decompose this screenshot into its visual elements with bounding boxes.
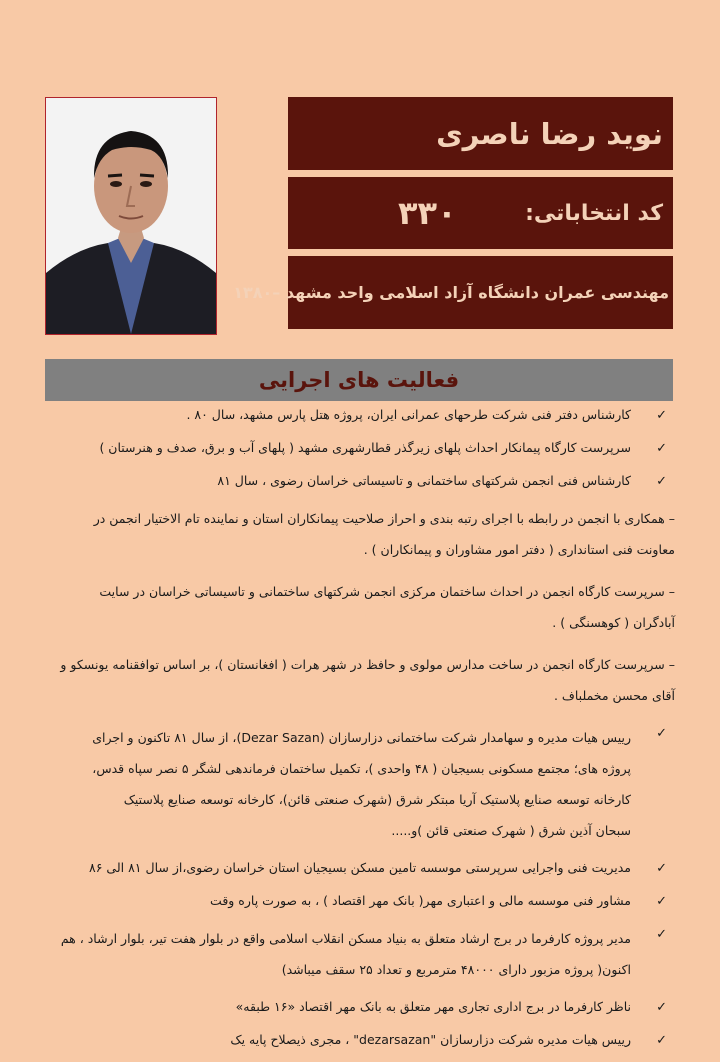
code-value: ۳۳۰ [398, 194, 457, 232]
activity-line: ناظر کارفرما در برج اداری تجاری مهر متعلق به بانک مهر اقتصاد «۱۶ طبقه» [235, 999, 631, 1014]
activity-line: مشاور فنی موسسه مالی و اعتباری مهر( بانک مهر اقتصاد ) ، به صورت پاره وقت [210, 893, 631, 908]
section-title: فعالیت های اجرایی [258, 368, 460, 392]
item-gap [45, 912, 675, 923]
check-icon: ✓ [656, 894, 667, 909]
activity-item [45, 649, 675, 711]
activity-line: – همکاری با انجمن در رابطه با اجرای رتبه بندی و احراز صلاحیت پیمانکاران استان و نماینده تام الاختیار انجمن در [93, 511, 675, 526]
check-icon: ✓ [656, 474, 667, 489]
activity-line: کارشناس دفتر فنی شرکت طرحهای عمرانی ایران، پروژه هتل پارس مشهد، سال ۸۰ . [186, 407, 631, 422]
item-gap [45, 879, 675, 890]
activity-line: پروژه های؛ مجتمع مسکونی بسیجیان ( ۴۸ واحدی )، تکمیل ساختمان فرماندهی لشگر ۵ نصر سپاه قدس، [92, 761, 631, 776]
check-icon: ✓ [656, 726, 667, 741]
item-gap [45, 638, 675, 649]
activity-item [45, 923, 675, 985]
activities-list [45, 404, 675, 1062]
check-icon: ✓ [656, 441, 667, 456]
activity-line: – سرپرست کارگاه انجمن در ساخت مدارس مولوی و حافظ در شهر هرات ( افغانستان )، بر اساس توافقنامه یونسکو و [60, 657, 675, 672]
activity-item [45, 576, 675, 638]
item-gap [45, 846, 675, 857]
activity-line: آبادگران ( کوهسنگی ) . [552, 615, 675, 630]
check-icon: ✓ [656, 861, 667, 876]
check-icon: ✓ [656, 927, 667, 942]
check-icon: ✓ [656, 408, 667, 423]
education-box [233, 256, 673, 329]
activity-line: اکنون( پروژه مزبور دارای ۴۸۰۰۰ مترمربع و تعداد ۲۵ سقف میباشد) [281, 962, 631, 977]
code-label: کد انتخاباتی: [525, 200, 663, 226]
activity-line: سبحان آذین شرق ( شهرک صنعتی قائن )و..... [391, 823, 631, 838]
section-title-bar [45, 359, 673, 401]
activity-item [45, 503, 675, 565]
activity-item [45, 722, 675, 846]
activity-line: آقای محسن مخملباف . [553, 688, 675, 703]
check-icon: ✓ [656, 1000, 667, 1015]
activity-line: سرپرست کارگاه پیمانکار احداث پلهای زیرگذر قطارشهری مشهد ( پلهای آب و برق، صدف و هنرستان ) [99, 440, 631, 455]
check-icon: ✓ [656, 1033, 667, 1048]
activity-line: مدیریت فنی واجرایی سرپرستی موسسه تامین مسکن بسیجیان استان خراسان رضوی،از سال ۸۱ الی ۸۶ [89, 860, 631, 875]
item-gap [45, 492, 675, 503]
activity-line: کارخانه توسعه صنایع پلاستیک آریا مبتکر شرق (شهرک صنعتی قائن)، کارخانه توسعه صنایع پلاستیک [123, 792, 631, 807]
item-gap [45, 985, 675, 996]
item-gap [45, 565, 675, 576]
activity-line: – سرپرست کارگاه انجمن در احداث ساختمان مرکزی انجمن شرکتهای ساختمانی و تاسیساتی خراسان در سایت [99, 584, 675, 599]
item-gap [45, 459, 675, 470]
item-gap [45, 426, 675, 437]
activity-line: معاونت فنی استانداری ( دفتر امور مشاوران و پیمانکاران ) . [363, 542, 675, 557]
activity-line: کارشناس فنی انجمن شرکتهای ساختمانی و تاسیساتی خراسان رضوی ، سال ۸۱ [217, 473, 631, 488]
activity-item [45, 404, 675, 426]
activity-item [45, 470, 675, 492]
activity-item [45, 857, 675, 879]
profile-photo [45, 97, 217, 335]
education-text: مهندسی عمران دانشگاه آزاد اسلامی واحد مشهد –۱۳۸۰ [233, 283, 669, 302]
activity-item [45, 996, 675, 1018]
code-box [288, 177, 673, 249]
candidate-name: نوید رضا ناصری [436, 116, 663, 151]
item-gap [45, 711, 675, 722]
item-gap [45, 1051, 675, 1062]
item-gap [45, 1018, 675, 1029]
activity-line: رییس هیات مدیره و سهامدار شرکت ساختمانی دزارسازان (Dezar Sazan)، از سال ۸۱ تاکنون و اجرای [92, 730, 631, 745]
activity-item [45, 1029, 675, 1051]
activity-line: مدیر پروژه کارفرما در برج ارشاد متعلق به بنیاد مسکن انقلاب اسلامی واقع در بلوار هفت تیر، بلوار ارشاد ، هم [60, 931, 631, 946]
name-box [288, 97, 673, 170]
activity-item [45, 437, 675, 459]
activity-item [45, 890, 675, 912]
activity-line: رییس هیات مدیره شرکت دزارسازان "dezarsazan" ، مجری ذیصلاح پایه یک [230, 1032, 631, 1047]
